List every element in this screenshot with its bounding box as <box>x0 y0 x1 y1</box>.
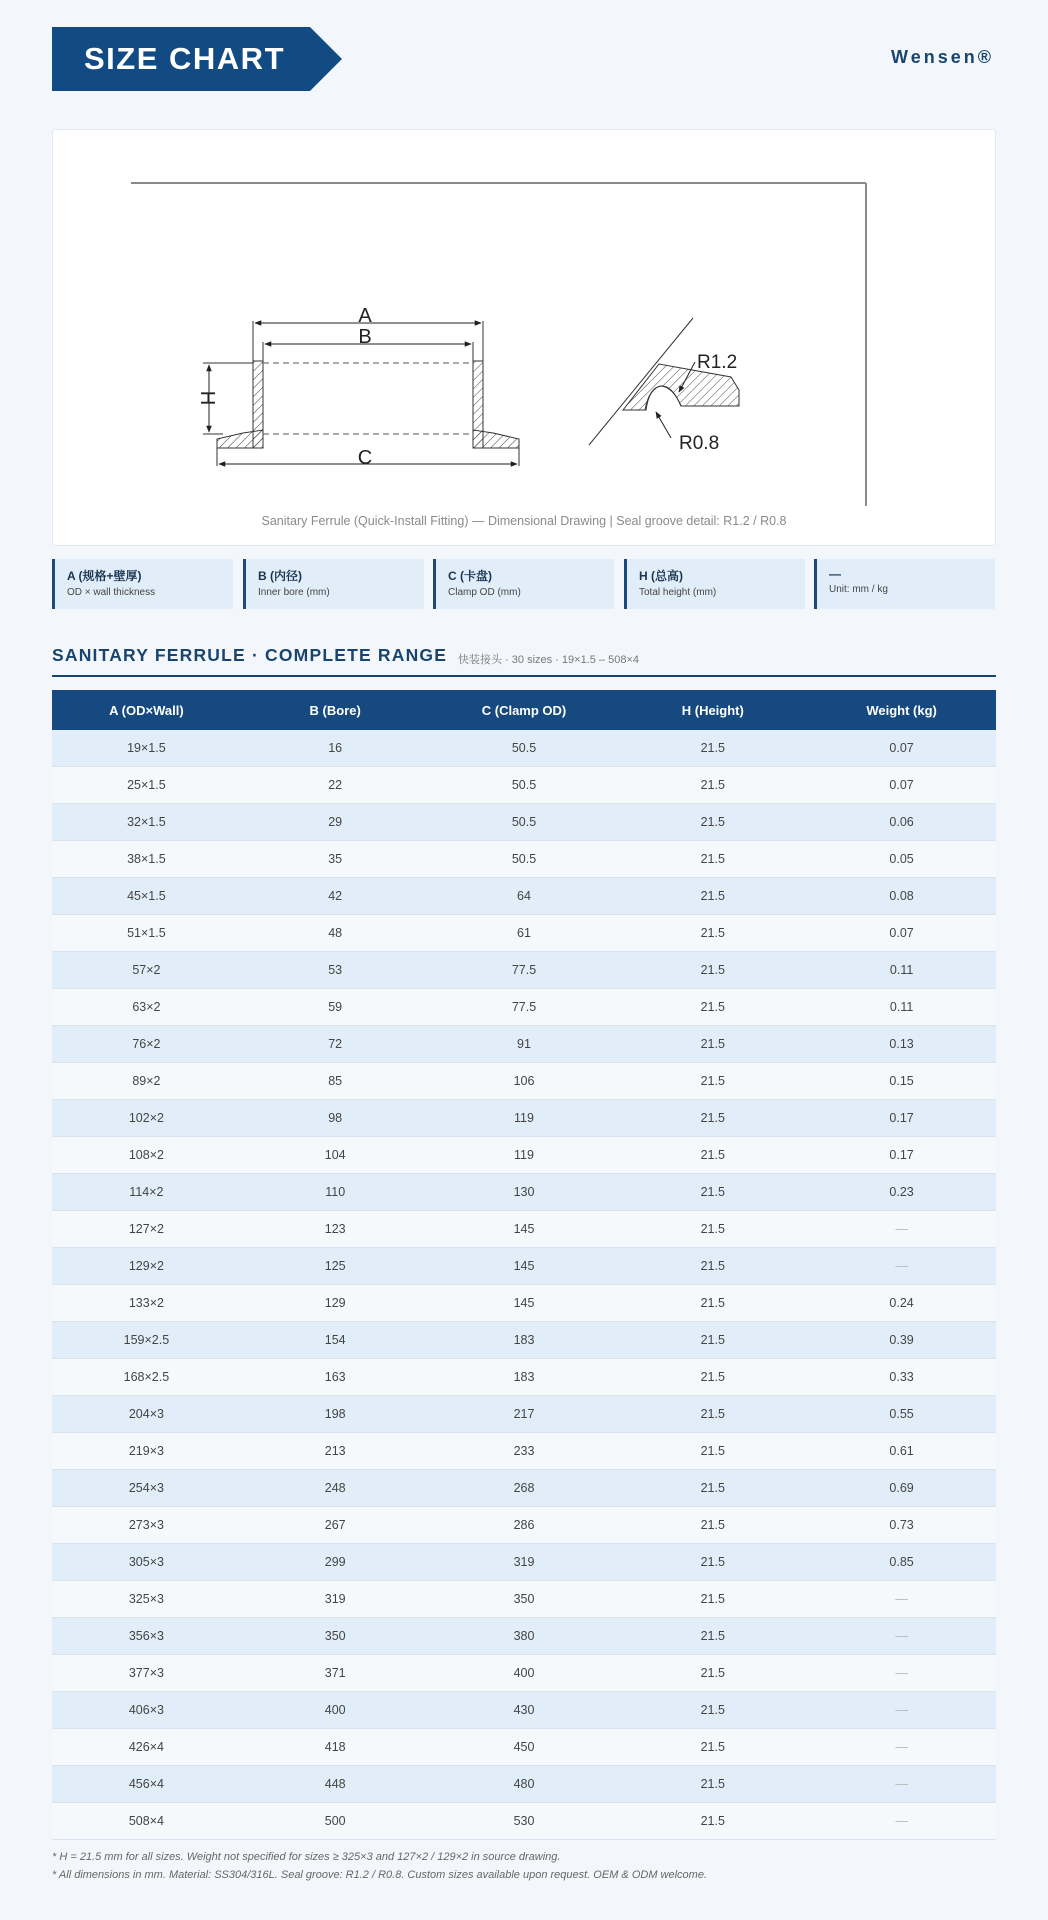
table-cell: 0.24 <box>807 1285 996 1322</box>
table-cell: 77.5 <box>430 989 619 1026</box>
table-cell: 21.5 <box>618 841 807 878</box>
table-header-row <box>52 690 996 730</box>
legend-subtitle: Clamp OD (mm) <box>448 587 521 598</box>
section-divider <box>52 675 996 677</box>
table-row <box>52 1766 996 1803</box>
table-cell: 0.07 <box>807 915 996 952</box>
table-body <box>52 730 996 1840</box>
table-cell: 21.5 <box>618 1766 807 1803</box>
table-cell: 0.05 <box>807 841 996 878</box>
table-row <box>52 1544 996 1581</box>
table-cell: 21.5 <box>618 952 807 989</box>
radius-label-r1: R1.2 <box>697 352 738 373</box>
table-cell: 198 <box>241 1396 430 1433</box>
table-cell: 61 <box>430 915 619 952</box>
table-row <box>52 1618 996 1655</box>
table-cell: 21.5 <box>618 730 807 767</box>
table-cell: 21.5 <box>618 1174 807 1211</box>
table-cell: 0.55 <box>807 1396 996 1433</box>
table-cell: 50.5 <box>430 804 619 841</box>
drawing-caption: Sanitary Ferrule (Quick-Install Fitting) — Dimensional Drawing | Seal groove detail: R1.2 / R0.8 <box>261 514 787 528</box>
table-cell: 21.5 <box>618 767 807 804</box>
table-cell: — <box>807 1766 996 1803</box>
legend-subtitle: OD × wall thickness <box>67 587 156 598</box>
table-cell: 48 <box>241 915 430 952</box>
table-row <box>52 767 996 804</box>
table-cell: — <box>807 1248 996 1285</box>
table-cell: 51×1.5 <box>52 915 241 952</box>
table-cell: 456×4 <box>52 1766 241 1803</box>
table-cell: 0.23 <box>807 1174 996 1211</box>
table-cell: 21.5 <box>618 878 807 915</box>
table-row <box>52 952 996 989</box>
table-cell: 76×2 <box>52 1026 241 1063</box>
table-cell: 163 <box>241 1359 430 1396</box>
legend-subtitle: Inner bore (mm) <box>258 587 330 598</box>
column-header: H (Height) <box>618 690 807 730</box>
table-cell: 299 <box>241 1544 430 1581</box>
table-cell: 29 <box>241 804 430 841</box>
column-header: B (Bore) <box>241 690 430 730</box>
table-cell: 159×2.5 <box>52 1322 241 1359</box>
table-cell: 480 <box>430 1766 619 1803</box>
table-cell: 217 <box>430 1396 619 1433</box>
table-cell: 0.85 <box>807 1544 996 1581</box>
table-cell: 145 <box>430 1285 619 1322</box>
table-cell: 0.06 <box>807 804 996 841</box>
table-cell: 448 <box>241 1766 430 1803</box>
drawing-frame <box>131 183 866 506</box>
table-cell: 21.5 <box>618 1248 807 1285</box>
table-row <box>52 1433 996 1470</box>
table-cell: 325×3 <box>52 1581 241 1618</box>
table-cell: 64 <box>430 878 619 915</box>
section-subtitle: 快装接头 · 30 sizes · 19×1.5 – 508×4 <box>458 654 639 666</box>
table-cell: 356×3 <box>52 1618 241 1655</box>
table-cell: 0.07 <box>807 730 996 767</box>
table-cell: 21.5 <box>618 1581 807 1618</box>
dimension-legend <box>52 559 996 609</box>
table-cell: 57×2 <box>52 952 241 989</box>
table-cell: 21.5 <box>618 1433 807 1470</box>
table-cell: 21.5 <box>618 1322 807 1359</box>
table-cell: 21.5 <box>618 1470 807 1507</box>
table-cell: 0.39 <box>807 1322 996 1359</box>
legend-subtitle: Unit: mm / kg <box>829 584 888 595</box>
footnote: * All dimensions in mm. Material: SS304/316L. Seal groove: R1.2 / R0.8. Custom sizes available upon request. OEM & ODM welcome. <box>52 1869 707 1881</box>
legend-title: A (规格+壁厚) <box>67 569 142 583</box>
dim-label-h: H <box>196 390 218 406</box>
table-cell: 319 <box>241 1581 430 1618</box>
table-row <box>52 1137 996 1174</box>
table-cell: 248 <box>241 1470 430 1507</box>
drawing-card <box>52 129 996 546</box>
table-cell: 380 <box>430 1618 619 1655</box>
table-cell: 500 <box>241 1803 430 1840</box>
table-cell: 21.5 <box>618 1285 807 1322</box>
table-cell: — <box>807 1729 996 1766</box>
table-cell: 213 <box>241 1433 430 1470</box>
table-cell: 21.5 <box>618 1359 807 1396</box>
table-cell: 530 <box>430 1803 619 1840</box>
table-cell: 38×1.5 <box>52 841 241 878</box>
table-cell: 133×2 <box>52 1285 241 1322</box>
table-cell: 85 <box>241 1063 430 1100</box>
table-cell: 0.07 <box>807 767 996 804</box>
legend-title: H (总高) <box>639 569 683 583</box>
table-cell: 130 <box>430 1174 619 1211</box>
page-title: SIZE CHART <box>84 41 285 76</box>
column-header: A (OD×Wall) <box>52 690 241 730</box>
table-cell: 319 <box>430 1544 619 1581</box>
table-cell: 129×2 <box>52 1248 241 1285</box>
table-cell: — <box>807 1655 996 1692</box>
legend-item-b <box>243 559 424 609</box>
table-cell: 21.5 <box>618 1026 807 1063</box>
table-cell: 102×2 <box>52 1100 241 1137</box>
legend-subtitle: Total height (mm) <box>639 587 717 598</box>
table-cell: 125 <box>241 1248 430 1285</box>
table-row <box>52 804 996 841</box>
table-cell: 21.5 <box>618 915 807 952</box>
table-cell: — <box>807 1581 996 1618</box>
table-cell: 426×4 <box>52 1729 241 1766</box>
table-cell: 0.73 <box>807 1507 996 1544</box>
table-cell: 0.11 <box>807 989 996 1026</box>
table-cell: — <box>807 1618 996 1655</box>
table-row <box>52 1063 996 1100</box>
table-cell: 32×1.5 <box>52 804 241 841</box>
table-cell: 0.08 <box>807 878 996 915</box>
table-cell: 45×1.5 <box>52 878 241 915</box>
table-cell: 42 <box>241 878 430 915</box>
table-cell: 350 <box>241 1618 430 1655</box>
table-cell: 350 <box>430 1581 619 1618</box>
table-cell: 110 <box>241 1174 430 1211</box>
table-row <box>52 1359 996 1396</box>
table-cell: 145 <box>430 1248 619 1285</box>
table-cell: 89×2 <box>52 1063 241 1100</box>
dim-label-b: B <box>358 326 372 348</box>
table-row <box>52 1174 996 1211</box>
table-cell: 119 <box>430 1100 619 1137</box>
table-cell: 21.5 <box>618 1803 807 1840</box>
table-cell: 0.15 <box>807 1063 996 1100</box>
table-row <box>52 1729 996 1766</box>
ferrule-drawing <box>53 130 995 510</box>
seal-groove-detail <box>589 318 739 445</box>
table-cell: 508×4 <box>52 1803 241 1840</box>
table-row <box>52 989 996 1026</box>
table-cell: 450 <box>430 1729 619 1766</box>
table-cell: 21.5 <box>618 1137 807 1174</box>
table-cell: 267 <box>241 1507 430 1544</box>
footnote: * H = 21.5 mm for all sizes. Weight not specified for sizes ≥ 325×3 and 127×2 / 129×2 in source drawing. <box>52 1851 561 1863</box>
table-row <box>52 1655 996 1692</box>
legend-item-a <box>52 559 233 609</box>
table-row <box>52 1248 996 1285</box>
table-cell: 0.13 <box>807 1026 996 1063</box>
table-row <box>52 1396 996 1433</box>
table-row <box>52 1100 996 1137</box>
column-header: C (Clamp OD) <box>430 690 619 730</box>
table-cell: 219×3 <box>52 1433 241 1470</box>
radius-label-r2: R0.8 <box>679 433 720 454</box>
footnotes <box>52 1848 707 1884</box>
table-cell: 0.61 <box>807 1433 996 1470</box>
table-cell: 154 <box>241 1322 430 1359</box>
legend-title: B (内径) <box>258 569 302 583</box>
table-cell: 305×3 <box>52 1544 241 1581</box>
table-cell: 123 <box>241 1211 430 1248</box>
table-cell: 406×3 <box>52 1692 241 1729</box>
table-row <box>52 730 996 767</box>
table-cell: 21.5 <box>618 989 807 1026</box>
table-cell: 400 <box>430 1655 619 1692</box>
table-cell: 77.5 <box>430 952 619 989</box>
dim-label-a: A <box>358 305 372 327</box>
table-cell: 21.5 <box>618 1211 807 1248</box>
table-cell: — <box>807 1692 996 1729</box>
table-row <box>52 1803 996 1840</box>
table-cell: 16 <box>241 730 430 767</box>
table-row <box>52 1322 996 1359</box>
table-row <box>52 1581 996 1618</box>
table-cell: 50.5 <box>430 841 619 878</box>
table-cell: 21.5 <box>618 1544 807 1581</box>
table-cell: 119 <box>430 1137 619 1174</box>
table-cell: 59 <box>241 989 430 1026</box>
table-cell: 430 <box>430 1692 619 1729</box>
table-cell: 21.5 <box>618 1396 807 1433</box>
table-cell: 50.5 <box>430 767 619 804</box>
table-cell: 22 <box>241 767 430 804</box>
table-row <box>52 1285 996 1322</box>
table-cell: 21.5 <box>618 1507 807 1544</box>
brand-logo: Wensen® <box>891 47 994 67</box>
table-cell: 21.5 <box>618 1063 807 1100</box>
table-cell: 254×3 <box>52 1470 241 1507</box>
legend-item-h <box>624 559 805 609</box>
table-cell: 400 <box>241 1692 430 1729</box>
table-row <box>52 915 996 952</box>
table-row <box>52 1470 996 1507</box>
table-cell: 233 <box>430 1433 619 1470</box>
table-cell: 21.5 <box>618 1655 807 1692</box>
table-cell: 183 <box>430 1322 619 1359</box>
table-row <box>52 1211 996 1248</box>
table-cell: 127×2 <box>52 1211 241 1248</box>
legend-title: C (卡盘) <box>448 569 492 583</box>
table-row <box>52 1026 996 1063</box>
table-cell: 0.33 <box>807 1359 996 1396</box>
table-cell: 0.11 <box>807 952 996 989</box>
table-cell: 21.5 <box>618 1618 807 1655</box>
size-table <box>52 690 996 1840</box>
legend-item-c <box>433 559 614 609</box>
table-cell: 63×2 <box>52 989 241 1026</box>
table-row <box>52 1692 996 1729</box>
table-cell: 53 <box>241 952 430 989</box>
table-cell: 0.69 <box>807 1470 996 1507</box>
table-cell: 418 <box>241 1729 430 1766</box>
table-cell: 72 <box>241 1026 430 1063</box>
table-cell: 0.17 <box>807 1137 996 1174</box>
table-cell: 104 <box>241 1137 430 1174</box>
table-cell: 21.5 <box>618 804 807 841</box>
table-cell: 0.17 <box>807 1100 996 1137</box>
table-cell: 273×3 <box>52 1507 241 1544</box>
table-row <box>52 841 996 878</box>
table-cell: 168×2.5 <box>52 1359 241 1396</box>
table-cell: 204×3 <box>52 1396 241 1433</box>
table-cell: 377×3 <box>52 1655 241 1692</box>
legend-title: — <box>829 567 841 581</box>
table-cell: 21.5 <box>618 1692 807 1729</box>
table-row <box>52 878 996 915</box>
legend-item-unit <box>814 559 995 609</box>
table-cell: 50.5 <box>430 730 619 767</box>
table-cell: 286 <box>430 1507 619 1544</box>
column-header: Weight (kg) <box>807 690 996 730</box>
table-cell: 108×2 <box>52 1137 241 1174</box>
table-cell: 114×2 <box>52 1174 241 1211</box>
size-chart-banner <box>52 27 342 91</box>
dim-label-c: C <box>357 447 373 469</box>
table-cell: 25×1.5 <box>52 767 241 804</box>
table-cell: 129 <box>241 1285 430 1322</box>
table-cell: 35 <box>241 841 430 878</box>
table-cell: 183 <box>430 1359 619 1396</box>
table-cell: — <box>807 1803 996 1840</box>
table-cell: 91 <box>430 1026 619 1063</box>
table-row <box>52 1507 996 1544</box>
table-cell: — <box>807 1211 996 1248</box>
table-cell: 21.5 <box>618 1100 807 1137</box>
section-title: SANITARY FERRULE · COMPLETE RANGE <box>52 645 448 665</box>
table-cell: 106 <box>430 1063 619 1100</box>
table-cell: 145 <box>430 1211 619 1248</box>
table-cell: 21.5 <box>618 1729 807 1766</box>
table-cell: 19×1.5 <box>52 730 241 767</box>
table-cell: 371 <box>241 1655 430 1692</box>
table-cell: 268 <box>430 1470 619 1507</box>
table-cell: 98 <box>241 1100 430 1137</box>
